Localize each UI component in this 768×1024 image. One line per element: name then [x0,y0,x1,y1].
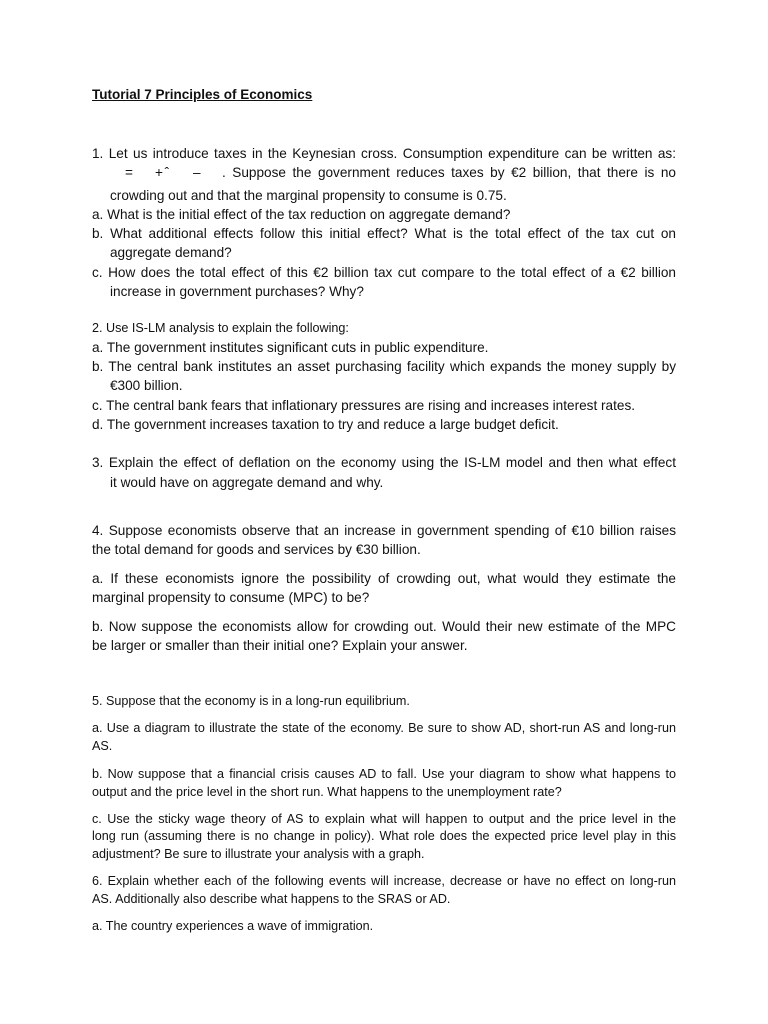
q5-part-c-line-2: long run (assuming there is no change in policy). What role does the expected price level play in this [92,829,676,843]
q2-part-c: c. The central bank fears that inflationary pressures are rising and increases interest rates. [92,398,636,413]
q2-part-b-line-2: €300 billion. [110,378,183,393]
q3-line-2: it would have on aggregate demand and why. [110,475,384,490]
q2-part-a: a. The government institutes significant cuts in public expenditure. [92,340,489,355]
q1-stem-line-2: . Suppose the government reduces taxes by €2 billion, that there is no [222,165,676,180]
q1-part-c-line-1: c. How does the total effect of this €2 billion tax cut compare to the total effect of a €2 billion [92,265,676,280]
q4-line-2: the total demand for goods and services by €30 billion. [92,542,421,557]
q4-part-b-line-1: b. Now suppose the economists allow for crowding out. Would their new estimate of the MPC [92,619,676,634]
q4-part-a-line-2: marginal propensity to consume (MPC) to be? [92,590,370,605]
q6-line-1: 6. Explain whether each of the following events will increase, decrease or have no effect on long-run [92,874,676,888]
page-title: Tutorial 7 Principles of Economics [92,87,313,102]
q1-part-b-line-2: aggregate demand? [110,245,232,260]
q4-line-1: 4. Suppose economists observe that an increase in government spending of €10 billion raises [92,523,676,538]
q1-part-a: a. What is the initial effect of the tax reduction on aggregate demand? [92,207,511,222]
q5-part-b-line-1: b. Now suppose that a financial crisis causes AD to fall. Use your diagram to show what happens to [92,767,676,781]
q3-line-1: 3. Explain the effect of deflation on the economy using the IS-LM model and then what effect [92,455,676,470]
q1-formula-plus-hat: + ̂ [155,165,167,180]
q1-part-c-line-2: increase in government purchases? Why? [110,284,364,299]
q6-part-a: a. The country experiences a wave of immigration. [92,919,374,933]
q1-part-b-line-1: b. What additional effects follow this initial effect? What is the total effect of the tax cut on [92,226,676,241]
q1-stem-line-1: 1. Let us introduce taxes in the Keynesian cross. Consumption expenditure can be written as: [92,146,676,161]
q5-part-b-line-2: output and the price level in the short run. What happens to the unemployment rate? [92,785,562,799]
q2-part-b-line-1: b. The central bank institutes an asset purchasing facility which expands the money supply by [92,359,676,374]
q5-part-c-line-1: c. Use the sticky wage theory of AS to explain what will happen to output and the price level in the [92,812,676,826]
q2-stem: 2. Use IS-LM analysis to explain the following: [92,321,349,335]
q6-line-2: AS. Additionally also describe what happens to the SRAS or AD. [92,892,451,906]
q5-part-c-line-3: adjustment? Be sure to illustrate your analysis with a graph. [92,847,425,861]
q5-part-a-line-2: AS. [92,739,113,753]
q5-stem: 5. Suppose that the economy is in a long-run equilibrium. [92,694,410,708]
q4-part-b-line-2: be larger or smaller than their initial one? Explain your answer. [92,638,468,653]
q1-formula-equals: = [125,165,133,180]
q4-part-a-line-1: a. If these economists ignore the possibility of crowding out, what would they estimate the [92,571,676,586]
q2-part-d: d. The government increases taxation to try and reduce a large budget deficit. [92,417,559,432]
q5-part-a-line-1: a. Use a diagram to illustrate the state of the economy. Be sure to show AD, short-run AS and long-run [92,721,676,735]
q1-stem-line-3: crowding out and that the marginal propensity to consume is 0.75. [110,188,507,203]
q1-formula-minus: – [193,165,201,180]
